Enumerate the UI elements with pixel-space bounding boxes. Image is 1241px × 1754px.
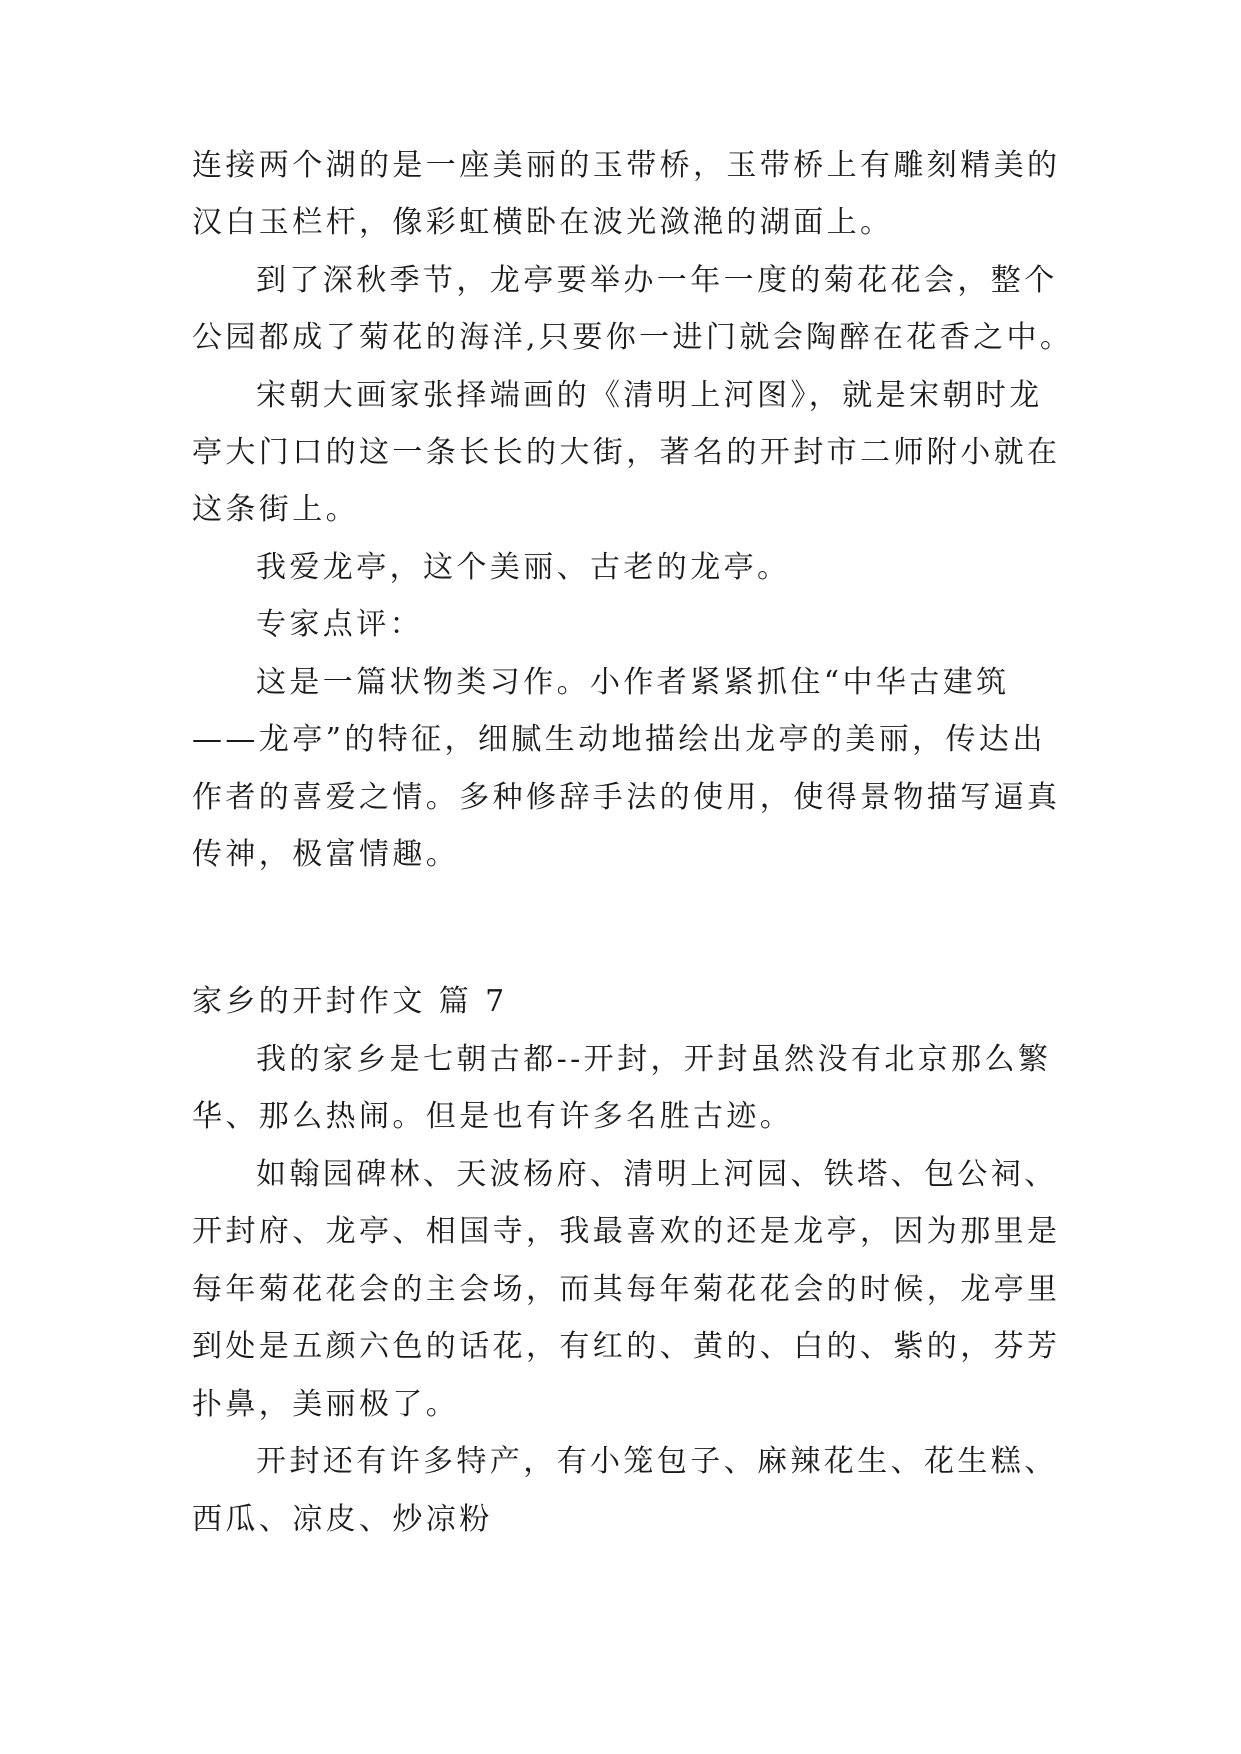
paragraph-line: 我爱龙亭，这个美丽、古老的龙亭。 [256,550,791,585]
paragraph-line: 开封府、龙亭、相国寺，我最喜欢的还是龙亭，因为那里是 [192,1214,1061,1249]
paragraph-line: 宋朝大画家张择端画的《清明上河图》，就是宋朝时龙 [256,378,1043,413]
paragraph-line: 西瓜、凉皮、炒凉粉 [192,1502,493,1537]
paragraph-line: 公园都成了菊花的海洋,只要你一进门就会陶醉在花香之中。 [192,320,1074,355]
paragraph-line: 到处是五颜六色的话花，有红的、黄的、白的、紫的，芬芳 [192,1329,1061,1364]
paragraph-line: 亭大门口的这一条长长的大街，著名的开封市二师附小就在 [192,435,1061,470]
paragraph-line: 我的家乡是七朝古都--开封，开封虽然没有北京那么繁 [256,1042,1052,1077]
expert-comment-label: 专家点评： [256,607,423,642]
paragraph-line: 连接两个湖的是一座美丽的玉带桥，玉带桥上有雕刻精美的 [192,148,1061,183]
paragraph-line: 每年菊花花会的主会场，而其每年菊花花会的时候，龙亭里 [192,1272,1061,1307]
paragraph-line: 这条街上。 [192,492,359,527]
essay-heading: 家乡的开封作文 篇 7 [192,984,508,1019]
paragraph-line: 扑鼻，美丽极了。 [192,1387,460,1422]
paragraph-line: 开封还有许多特产，有小笼包子、麻辣花生、花生糕、 [256,1444,1058,1479]
paragraph-line: 作者的喜爱之情。多种修辞手法的使用，使得景物描写逼真 [192,780,1061,815]
paragraph-line: 到了深秋季节，龙亭要举办一年一度的菊花花会，整个 [256,263,1058,298]
paragraph-line: 这是一篇状物类习作。小作者紧紧抓住“中华古建筑 [256,665,1010,700]
paragraph-line: 如翰园碑林、天波杨府、清明上河园、铁塔、包公祠、 [256,1157,1058,1192]
paragraph-line: 传神，极富情趣。 [192,837,460,872]
paragraph-line: ——龙亭”的特征，细腻生动地描绘出龙亭的美丽，传达出 [192,722,1046,757]
paragraph-line: 华、那么热闹。但是也有许多名胜古迹。 [192,1099,794,1134]
paragraph-line: 汉白玉栏杆，像彩虹横卧在波光潋滟的湖面上。 [192,205,894,240]
